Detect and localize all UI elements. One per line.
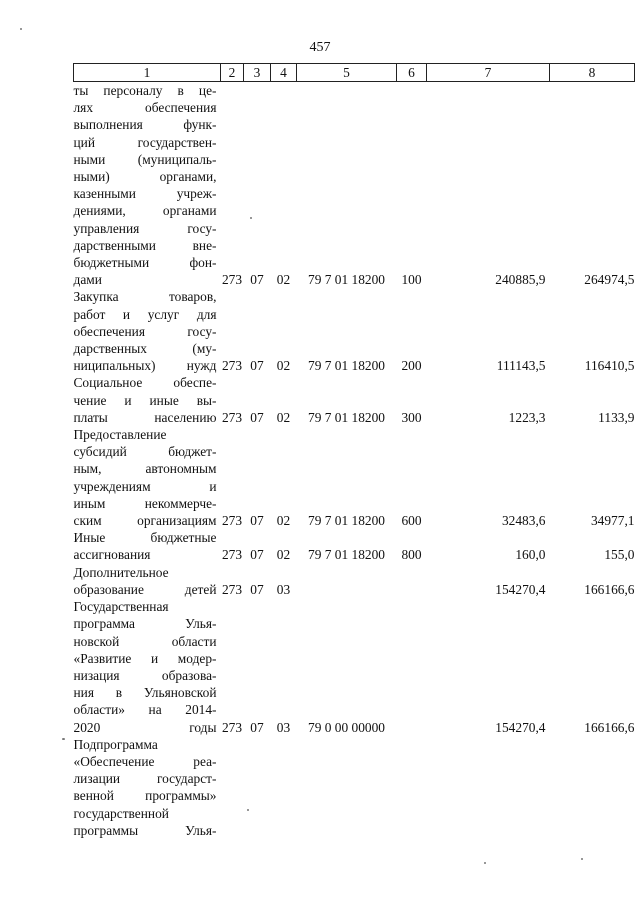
cell-code-2: 273 [221,719,243,735]
cell-code-2 [221,736,244,839]
name-line: ты персоналу в це- [73,83,217,98]
cell-amount-7: 154270,4 [495,719,546,735]
cell-code-5: 79 7 01 18200 [308,358,385,374]
cell-code-2: 273 [221,358,243,374]
cell-amount-8: 166166,6 [584,581,635,597]
cell-code-4 [271,736,297,839]
cell-code-6: 600 [401,513,422,529]
cell-name [74,288,221,374]
cell-amount-7: 32483,6 [501,513,546,529]
name-line: Закупка товаров, [73,289,217,305]
name-line: казенными учреж- [73,186,217,202]
cell-amount-8: 116410,5 [584,358,635,374]
name-line: программы Улья- [73,822,217,838]
cell-code-4: 02 [276,358,291,374]
cell-name [74,82,221,289]
cell-name [74,426,221,529]
name-line: «Обеспечение реа- [73,753,217,769]
cell-code-4: 02 [276,547,291,563]
cell-code-6: 300 [401,409,422,425]
cell-name [74,374,221,426]
cell-amount-8: 166166,6 [584,719,635,735]
name-line: дарственных (му- [73,341,217,357]
cell-code-2: 273 [221,547,243,563]
cell-code-6: 800 [401,547,422,563]
table-row [74,288,635,374]
cell-amount-7: 111143,5 [496,358,546,374]
scan-speck [581,858,583,860]
cell-code-5: 79 7 01 18200 [308,513,385,529]
cell-code-3: 07 [250,272,264,288]
name-line: работ и услуг для [73,306,217,322]
name-line: Государственная [73,599,169,615]
cell-code-6: 100 [401,272,422,288]
cell-name [74,736,221,839]
cell-amount-8: 34977,1 [590,513,635,529]
scan-speck [62,738,65,740]
name-line: обеспечения госу- [73,323,217,339]
cell-code-5: 79 7 01 18200 [308,409,385,425]
cell-name [74,564,221,598]
cell-amount-8: 264974,5 [584,272,635,288]
name-line: дениями, органами [73,203,217,219]
cell-code-3: 07 [250,513,264,529]
table-row [74,598,635,736]
page-number: 457 [309,40,331,55]
cell-code-6 [397,736,427,839]
name-line: платы населению [73,409,217,425]
cell-code-3: 07 [250,719,264,735]
cell-code-6 [397,598,427,736]
table-row [74,426,635,529]
cell-code-6 [397,564,427,598]
cell-code-4: 02 [276,409,291,425]
name-line: ций государствен- [73,134,217,150]
cell-amount-7: 154270,4 [495,581,546,597]
table-header-row [74,64,635,82]
name-line: Иные бюджетные [73,530,217,546]
table-row [74,82,635,289]
name-line: низация образова- [73,667,217,683]
cell-code-5: 79 7 01 18200 [308,547,385,563]
name-line: ным, автономным [73,461,217,477]
cell-code-5: 79 7 01 18200 [308,272,385,288]
name-line: Дополнительное [73,564,169,580]
table-row [74,736,635,839]
cell-code-3: 07 [250,409,264,425]
name-line: ными) органами, [73,169,217,185]
cell-amount-8: 1133,9 [598,409,635,425]
name-line: 2020 годы [73,719,217,735]
name-line: иным некоммерче- [73,495,217,511]
column-header-7: 7 [427,64,550,82]
name-line: субсидий бюджет- [73,444,217,460]
name-line: лях обеспечения [73,100,217,116]
cell-code-3: 07 [250,358,264,374]
cell-amount-8 [550,736,635,839]
cell-code-3: 07 [250,547,264,563]
column-header-4: 4 [271,64,297,82]
name-line: венной программы» [73,788,217,804]
name-line: образование детей [73,581,217,597]
cell-name [74,598,221,736]
budget-table [73,63,635,839]
table-row [74,529,635,563]
name-line: ниципальных) нужд [73,358,217,374]
name-line: Предоставление [73,427,167,443]
cell-amount-7 [427,736,550,839]
column-header-1: 1 [74,64,221,82]
cell-code-2: 273 [221,581,243,597]
name-line: программа Улья- [73,616,217,632]
name-line: дарственными вне- [73,237,217,253]
cell-amount-7: 160,0 [515,547,546,563]
cell-code-2: 273 [221,513,243,529]
cell-amount-8: 155,0 [604,547,635,563]
cell-code-3 [244,736,271,839]
cell-code-5 [297,564,397,598]
name-line: управления госу- [73,220,217,236]
name-line: области» на 2014- [73,702,217,718]
column-header-5: 5 [297,64,397,82]
cell-code-2: 273 [221,409,243,425]
cell-code-6: 200 [401,358,422,374]
cell-code-5: 79 0 00 00000 [308,719,385,735]
cell-code-4: 03 [276,719,291,735]
column-header-6: 6 [397,64,427,82]
name-line: Подпрограмма [73,736,158,752]
name-line: ским организациям [73,513,217,529]
cell-code-4: 02 [276,272,291,288]
name-line: новской области [73,633,217,649]
table-row [74,564,635,598]
name-line: ассигнования [73,547,151,563]
cell-code-3: 07 [250,581,264,597]
name-line: лизации государст- [73,771,217,787]
name-line: Социальное обеспе- [73,375,217,391]
scan-speck [484,862,486,864]
name-line: выполнения функ- [73,117,217,133]
cell-name [74,529,221,563]
cell-code-4: 03 [276,581,291,597]
cell-amount-7: 240885,9 [495,272,546,288]
name-line: бюджетными фон- [73,255,217,271]
column-header-3: 3 [244,64,271,82]
name-line: чение и иные вы- [73,392,217,408]
name-line: государственной [73,805,169,821]
name-line: учреждениям и [73,478,217,494]
name-line: ния в Ульяновской [73,685,217,701]
cell-code-2: 273 [221,272,243,288]
scan-speck [20,28,22,30]
cell-code-5 [297,736,397,839]
table-row [74,374,635,426]
name-line: ными (муниципаль- [73,151,217,167]
column-header-2: 2 [221,64,244,82]
cell-amount-7: 1223,3 [508,409,546,425]
name-line: дами [73,272,102,288]
cell-code-4: 02 [276,513,291,529]
column-header-8: 8 [550,64,635,82]
name-line: «Развитие и модер- [73,650,217,666]
